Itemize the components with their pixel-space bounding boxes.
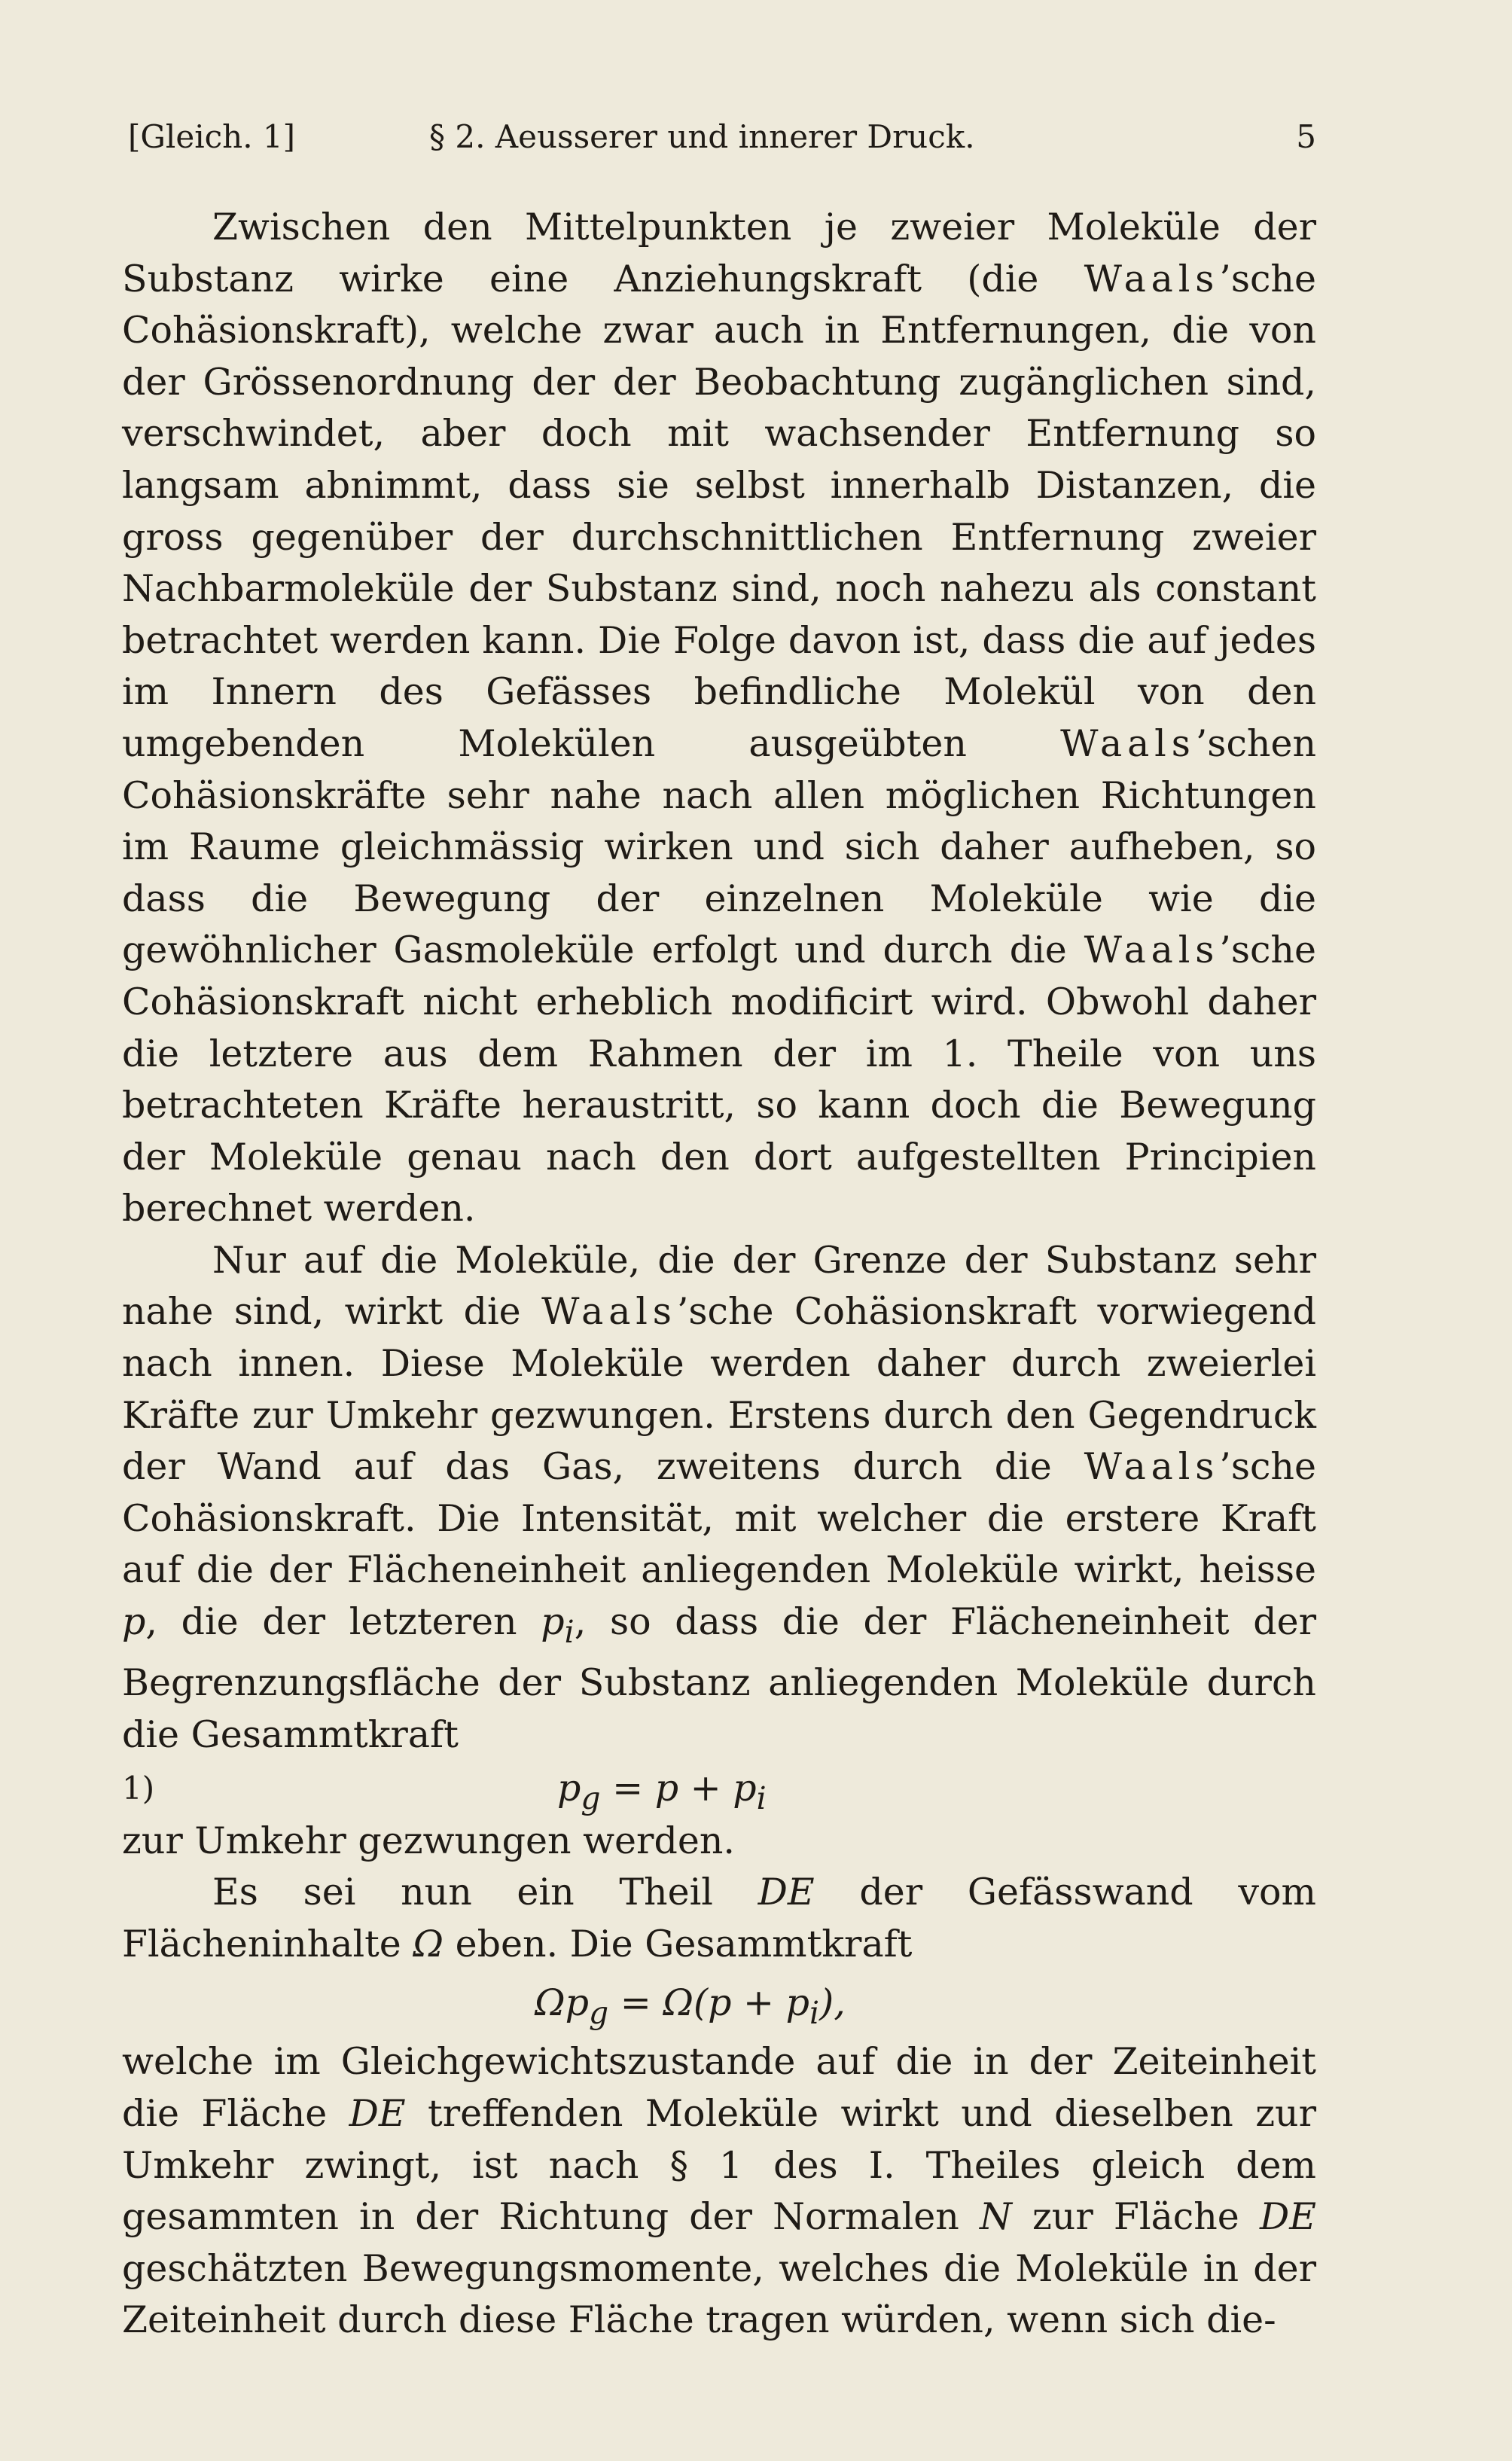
equation-1 [122, 1761, 1316, 1816]
symbol-n: N [979, 2195, 1012, 2239]
paragraph-1: Zwischen den Mittelpunkten je zweier Moleküle der Substanz wirke eine Anziehungskraft (die Waals’sche Cohäsionskraft), welche zwar auch in Entfernungen, die von der Grössenordnung der der Beobachtung zugänglichen sind, verschwindet, aber doch mit wachsender Entfernung so langsam abnimmt, dass sie selbst innerhalb Distanzen, die gross gegenüber der durchschnittlichen Entfernung zweier Nachbarmoleküle der Substanz sind, noch nahezu als constant betrachtet werden kann. Die Folge davon ist, dass die auf jedes im Innern des Gefässes befindliche Molekül von den umgebenden Molekülen ausgeübten Waals’schen Cohäsionskräfte sehr nahe nach allen möglichen Richtungen im Raume gleichmässig wirken und sich daher aufheben, so dass die Bewegung der einzelnen Moleküle wie die gewöhnlicher Gasmoleküle erfolgt und durch die Waals’sche Cohäsionskraft nicht erheblich modificirt wird. Obwohl daher die letztere aus dem Rahmen der im 1. Theile von uns betrachteten Kräfte heraustritt, so kann doch die Bewegung der Moleküle genau nach den dort aufgestellten Principien berechnet werden. [122, 206, 1316, 1230]
paragraph-5: welche im Gleichgewichtszustande auf die in der Zeiteinheit die Fläche DE treffenden Moleküle wirkt und dieselben zur Umkehr zwingt, ist nach § 1 des I. Theiles gleich dem gesammten in der Richtung der Normalen N zur Fläche DE geschätzten Bewegungsmomente, welches die Moleküle in der Zeiteinheit durch diese Fläche tragen würden, wenn sich die- [122, 2040, 1316, 2342]
symbol-de: DE [1259, 2195, 1316, 2239]
paragraph-4: Es sei nun ein Theil DE der Gefässwand vom Flächeninhalte Ω eben. Die Gesammtkraft [122, 1871, 1316, 1965]
name-waals: Waals [1084, 1445, 1220, 1489]
symbol-pi: p [541, 1600, 565, 1644]
name-waals: Waals [1084, 257, 1220, 300]
name-waals: Waals [541, 1290, 677, 1334]
equation-2 [122, 1970, 1316, 2036]
name-waals: Waals [1060, 721, 1196, 765]
body-text [122, 202, 1316, 2347]
header-equation-ref: [Gleich. 1] [128, 118, 296, 155]
symbol-omega: Ω [413, 1922, 444, 1965]
header-section-title: § 2. Aeusserer und innerer Druck. [429, 118, 975, 155]
paragraph-3: zur Umkehr gezwungen werden. [122, 1819, 735, 1862]
name-waals: Waals [1084, 929, 1220, 972]
equation-formula: $\Omega p_g = \Omega(p + p_i)$, [535, 1981, 846, 2032]
running-header [128, 113, 1316, 161]
equation-number: 1) [122, 1769, 155, 1807]
symbol-de: DE [349, 2091, 406, 2135]
symbol-p: p [122, 1600, 146, 1644]
page-number: 5 [1296, 118, 1316, 155]
symbol-de: DE [758, 1871, 815, 1914]
equation-formula: $p_g = p + p_i$ [557, 1766, 767, 1816]
paragraph-2: Nur auf die Moleküle, die der Grenze der Substanz sehr nahe sind, wirkt die Waals’sche Cohäsionskraft vorwiegend nach innen. Diese Moleküle werden daher durch zweierlei Kräfte zur Umkehr gezwungen. Erstens durch den Gegendruck der Wand auf das Gas, zweitens durch die Waals’sche Cohäsionskraft. Die Intensität, mit welcher die erstere Kraft auf die der Flächeneinheit anliegenden Moleküle wirkt, heisse p, die der letzteren $p_i$, so dass die der Flächeneinheit der Begrenzungsfläche der Substanz anliegenden Moleküle durch die Gesammtkraft [122, 1238, 1317, 1757]
